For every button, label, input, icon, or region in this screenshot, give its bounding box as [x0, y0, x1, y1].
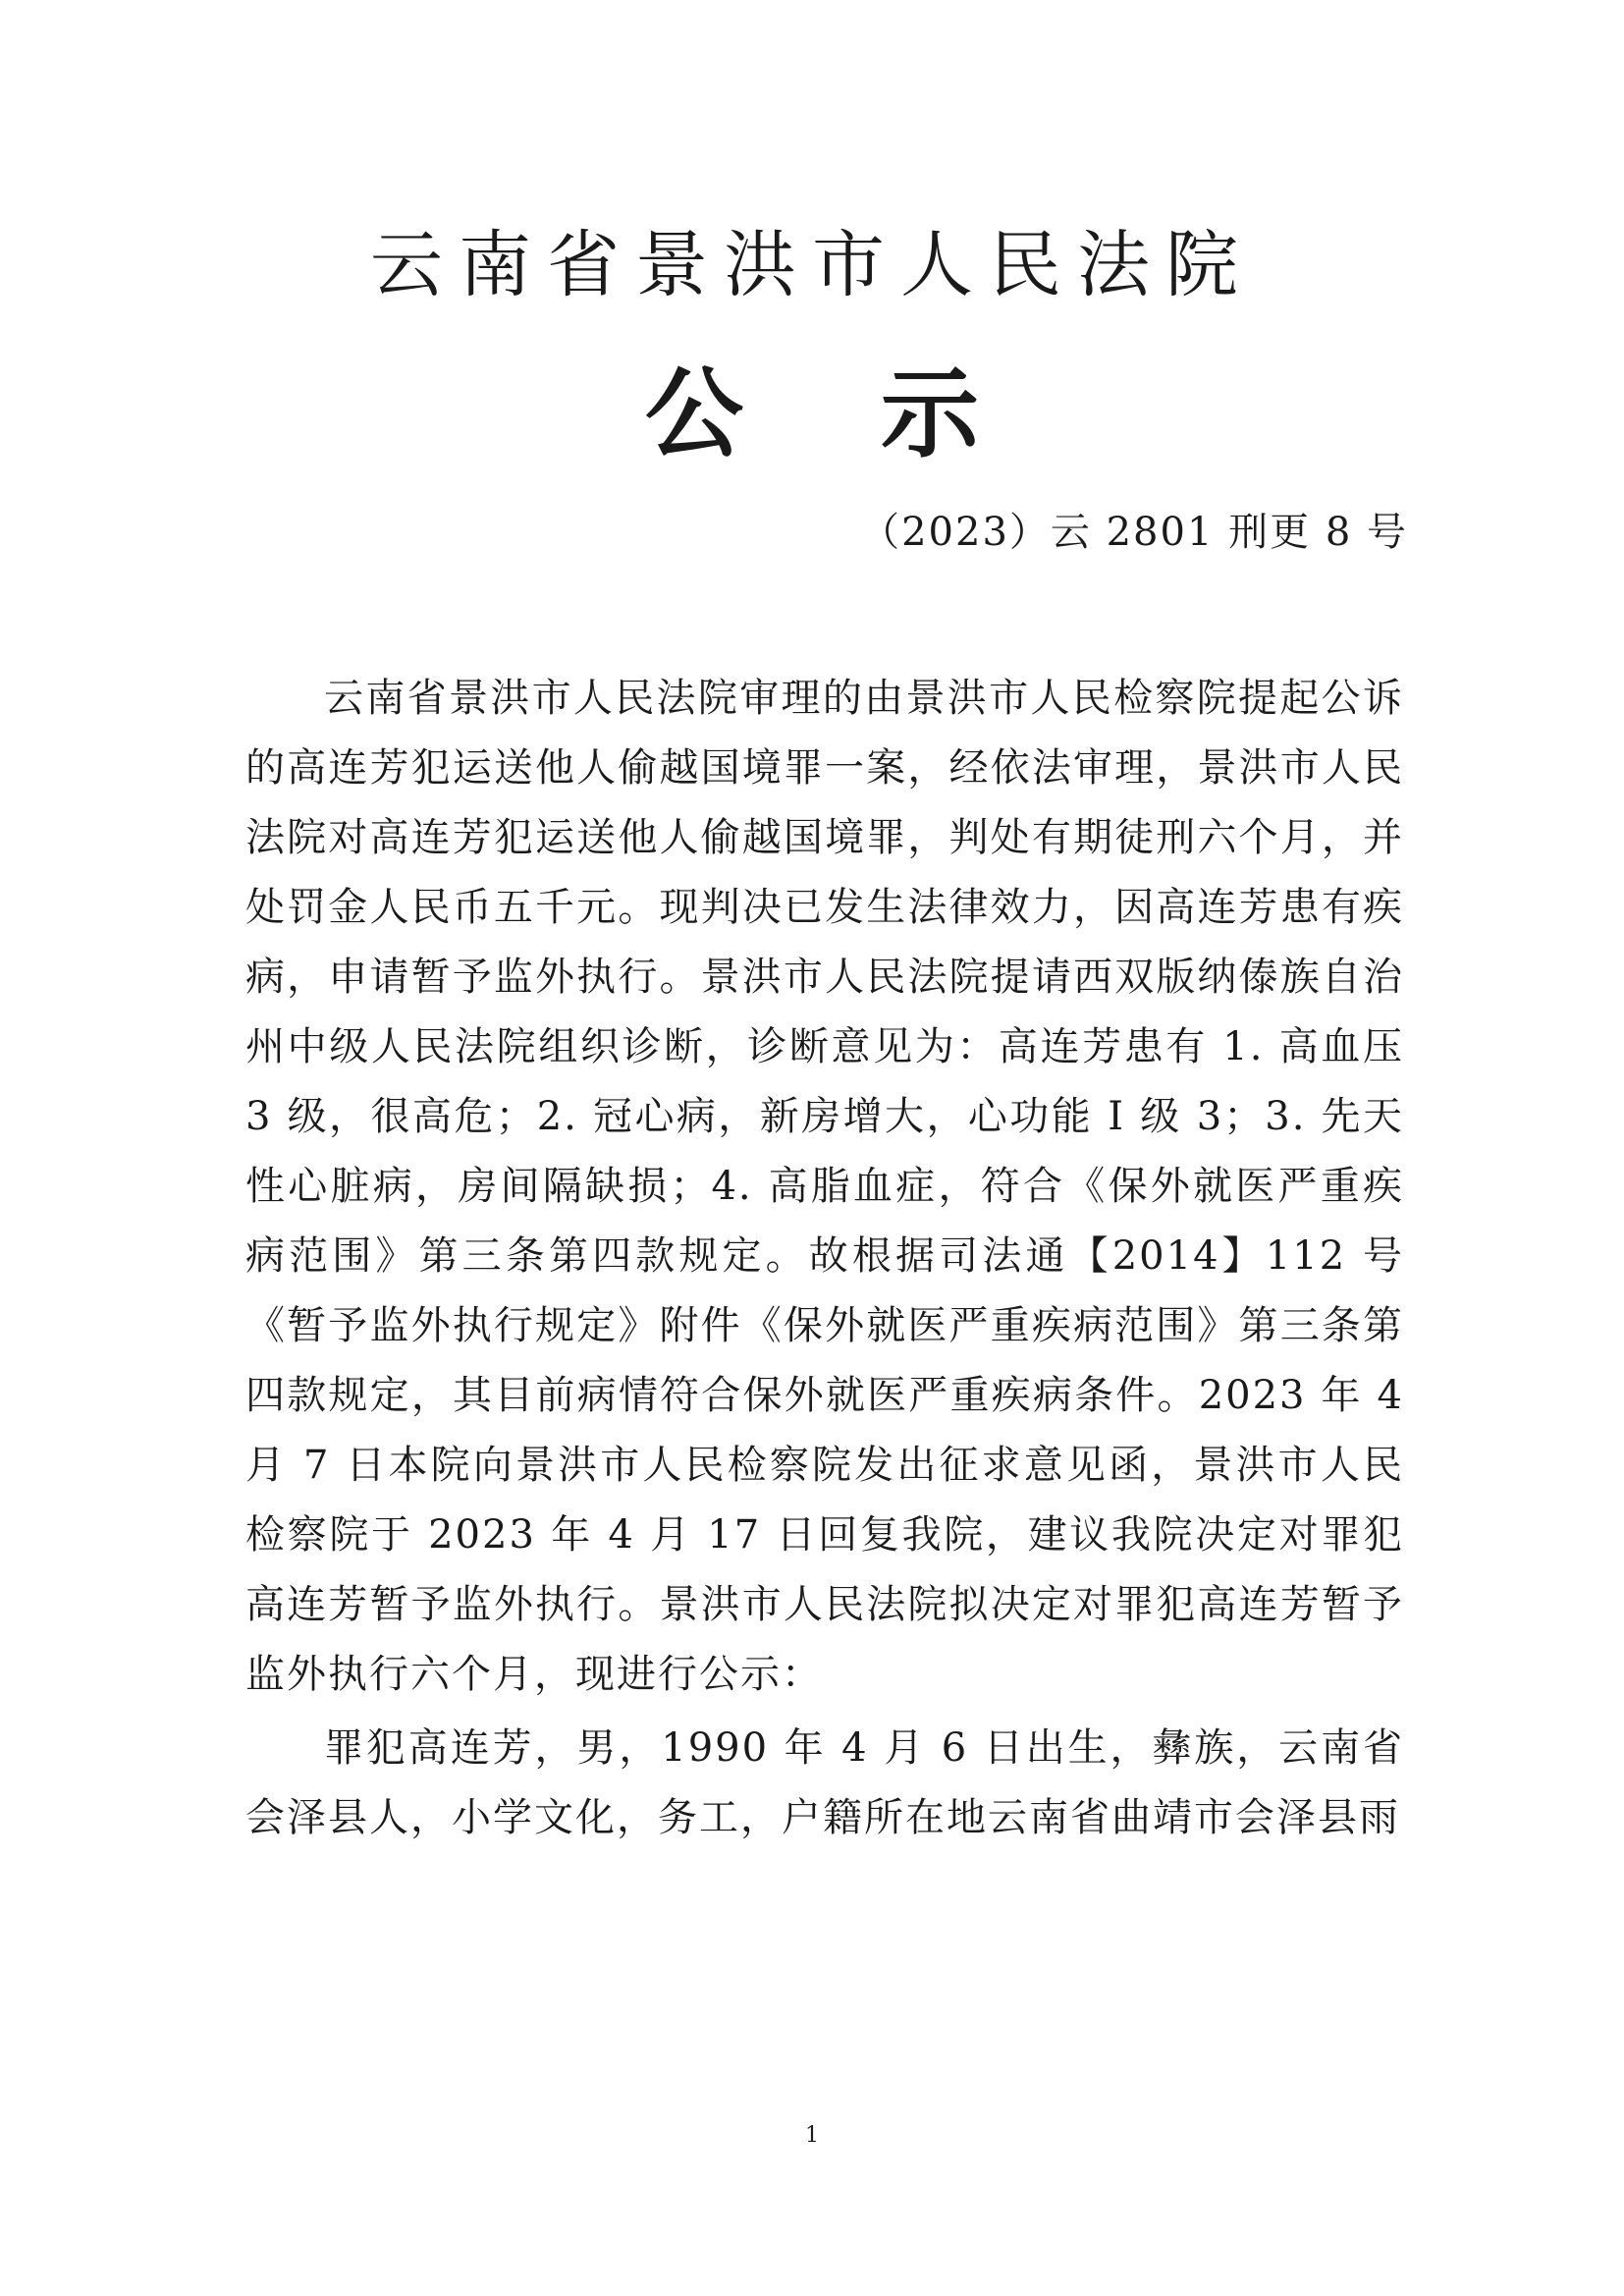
body-paragraph: 云南省景洪市人民法院审理的由景洪市人民检察院提起公诉的高连芳犯运送他人偷越国境罪一案，经依法审理，景洪市人民法院对高连芳犯运送他人偷越国境罪，判处有期徒刑六个月，并处罚金人民币五千元。现判决已发生法律效力，因高连芳患有疾病，申请暂予监外执行。景洪市人民法院提请西双版纳傣族自治州中级人民法院组织诊断，诊断意见为：高连芳患有 1. 高血压 3 级，很高危；2. 冠心病，新房增大，心功能 I 级 3；3. 先天性心脏病，房间隔缺损；4. 高脂血症，符合《保外就医严重疾病范围》第三条第四款规定。故根据司法通【2014】112 号《暂予监外执行规定》附件《保外就医严重疾病范围》第三条第四款规定，其目前病情符合保外就医严重疾病条件。2023 年 4 月 7 日本院向景洪市人民检察院发出征求意见函，景洪市人民检察院于 2023 年 4 月 17 日回复我院，建议我院决定对罪犯高连芳暂予监外执行。景洪市人民法院拟决定对罪犯高连芳暂予监外执行六个月，现进行公示：: [245, 676, 1404, 1697]
page-number: 1: [805, 2123, 819, 2148]
document-body: [245, 664, 1404, 1857]
document-type-heading: 公示: [645, 356, 1116, 471]
court-name-heading: 云南省景洪市人民法院: [370, 223, 1254, 307]
document-number: （2023）云 2801 刑更 8 号: [860, 510, 1408, 555]
body-paragraph: 罪犯高连芳，男，1990 年 4 月 6 日出生，彝族，云南省会泽县人，小学文化，务工，户籍所在地云南省曲靖市会泽县雨: [245, 1725, 1404, 1840]
